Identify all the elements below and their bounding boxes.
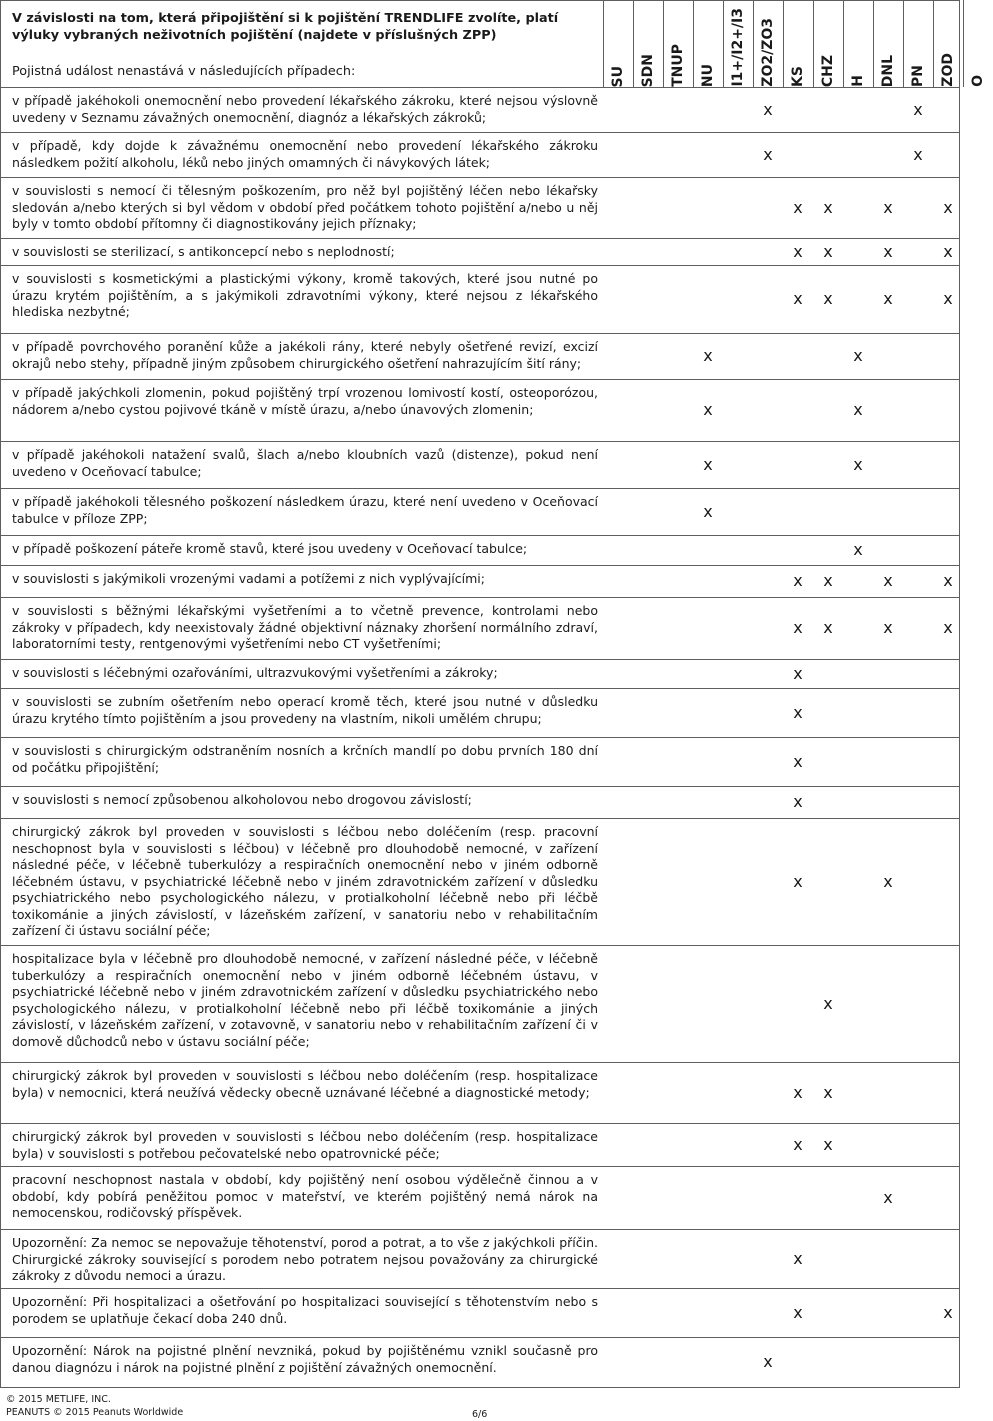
exclusion-mark: x <box>883 289 893 308</box>
row-divider <box>0 1123 960 1124</box>
exclusion-mark: x <box>793 289 803 308</box>
row-divider <box>0 945 960 946</box>
column-header-label: KS <box>790 66 806 87</box>
exclusion-mark: x <box>703 454 713 474</box>
exclusion-mark: x <box>823 1082 833 1102</box>
column-header <box>723 0 753 87</box>
table-row-text: v souvislosti s nemocí či tělesným poškozením, pro něž byl pojištěný léčen nebo lékařsky sledován a/nebo kterých si byl vědom v období před počátkem tohoto pojištění a/nebo u něj byly v tomto období přítomny či diagnostikovány jejich příznaky; <box>12 183 598 231</box>
exclusion-mark: x <box>793 241 803 261</box>
column-header <box>873 0 903 87</box>
row-divider <box>0 659 960 660</box>
column-header <box>843 0 873 87</box>
row-divider <box>0 132 960 133</box>
exclusion-mark: x <box>823 1134 833 1154</box>
column-divider <box>873 0 874 87</box>
column-header <box>633 0 663 87</box>
exclusion-mark: x <box>823 618 833 637</box>
exclusion-mark: x <box>763 99 773 119</box>
copyright-peanuts: PEANUTS © 2015 Peanuts Worldwide <box>6 1407 184 1418</box>
exclusion-mark: x <box>883 571 893 590</box>
column-divider <box>903 0 904 87</box>
exclusion-mark: x <box>853 400 863 419</box>
exclusion-mark: x <box>883 871 893 891</box>
column-header-label: DNL <box>880 54 896 87</box>
column-divider <box>933 0 934 87</box>
column-header-label: I1+/I2+/I3 <box>730 8 746 87</box>
exclusion-mark: x <box>823 289 833 308</box>
exclusion-mark: x <box>793 1134 803 1154</box>
table-row-text: v souvislosti s jakýmikoli vrozenými vadami a potížemi z nich vyplývajícími; <box>12 571 485 586</box>
column-divider <box>963 0 964 87</box>
exclusion-mark: x <box>793 618 803 637</box>
exclusion-mark: x <box>883 618 893 637</box>
column-divider <box>663 0 664 87</box>
row-divider <box>0 87 960 88</box>
table-row-text: v případě povrchového poranění kůže a jakékoli rány, které nebyly ošetřené revizí, excizí okrajů nebo stehy, případně jiným způsobem chirurgického ošetření nahrazujícím šití rány; <box>12 339 598 371</box>
table-row-text: v souvislosti s běžnými lékařskými vyšetřeními a to včetně prevence, kontrolami nebo zákroky v případech, kdy neexistovaly žádné objektivní náznaky zhoršení normálního zdraví, laboratorními testy, rentgenovými vyšetřeními nebo CT vyšetřeními; <box>12 603 598 651</box>
exclusion-mark: x <box>823 571 833 590</box>
row-divider <box>0 1062 960 1063</box>
column-divider <box>753 0 754 87</box>
table-row-text: v souvislosti s léčebnými ozařováními, ultrazvukovými vyšetřeními a zákroky; <box>12 665 498 680</box>
row-divider <box>0 597 960 598</box>
table-row-text: v souvislosti se sterilizací, s antikoncepcí nebo s neplodností; <box>12 244 395 259</box>
row-divider <box>0 379 960 380</box>
table-row-text: hospitalizace byla v léčebně pro dlouhodobě nemocné, v zařízení následné péče, v léčebně tuberkulózy a respiračních onemocnění nebo v jiném odborně léčebném ústavu, v psychiatrické léčebně nebo v jiném zdravotnickém zařízení v důsledku psychiatrického nebo psychologického nálezu, v protialkoholní léčebně nebo při léčbě toxikománie a jiných závislostí, v lázeňském zařízení, v zotavovně, v sanatoriu nebo v rehabilitačním zařízení či v domově důchodců nebo v ústavu sociální péče; <box>12 951 598 1049</box>
row-divider <box>0 1337 960 1338</box>
column-divider <box>603 0 604 87</box>
table-row-text: Upozornění: Při hospitalizaci a ošetřování po hospitalizaci související s těhotenstvím nebo s porodem se uplatňuje čekací doba 240 dnů. <box>12 1294 598 1326</box>
table-row-text: chirurgický zákrok byl proveden v souvislosti s léčbou nebo doléčením (resp. hospitalizace byla) v souvislosti s potřebou pečovatelské nebo opatrovnické péče; <box>12 1129 598 1161</box>
exclusion-mark: x <box>763 1352 773 1371</box>
exclusion-mark: x <box>943 1302 953 1322</box>
exclusion-mark: x <box>913 144 923 164</box>
page-number: 6/6 <box>472 1409 488 1420</box>
table-row-text: v souvislosti s chirurgickým odstraněním nosních a krčních mandlí po dobu prvních 180 dní od počátku připojištění; <box>12 743 598 775</box>
column-header-label: TNUP <box>670 44 686 87</box>
column-divider <box>813 0 814 87</box>
column-header <box>813 0 843 87</box>
column-header-label: H <box>850 75 866 87</box>
exclusion-mark: x <box>853 454 863 474</box>
table-subtitle: Pojistná událost nenastává v následujících případech: <box>12 64 356 79</box>
row-divider <box>0 177 960 178</box>
exclusion-mark: x <box>703 400 713 419</box>
table-row-text: chirurgický zákrok byl proveden v souvislosti s léčbou nebo doléčením (resp. hospitalizace byla) v nemocnici, která neužívá vědecky obecně uznávané léčebné a diagnostické metody; <box>12 1068 598 1100</box>
table-row-text: Upozornění: Za nemoc se nepovažuje těhotenství, porod a potrat, a to vše z jakýchkoli příčin. Chirurgické zákroky související s porodem nebo potratem nejsou považovány za chirurgické zákroky z důvodu nemoci a úrazu. <box>12 1235 598 1283</box>
table-row-text: v případě jakéhokoli tělesného poškození následkem úrazu, které není uvedeno v Oceňovací tabulce v příloze ZPP; <box>12 494 598 526</box>
column-header <box>903 0 933 87</box>
exclusion-mark: x <box>883 241 893 261</box>
exclusion-mark: x <box>943 241 953 261</box>
row-divider <box>0 565 960 566</box>
exclusion-mark: x <box>793 1082 803 1102</box>
table-row-text: v případě poškození páteře kromě stavů, které jsou uvedeny v Oceňovací tabulce; <box>12 541 528 556</box>
exclusion-mark: x <box>793 792 803 811</box>
column-header <box>603 0 633 87</box>
exclusion-mark: x <box>823 993 833 1013</box>
exclusion-mark: x <box>943 618 953 637</box>
column-header <box>663 0 693 87</box>
table-row-text: v případě jakéhokoli natažení svalů, šlach a/nebo kloubních vazů (distenze), pokud není uvedeno v Oceňovací tabulce; <box>12 447 598 479</box>
table-row-text: chirurgický zákrok byl proveden v souvislosti s léčbou nebo doléčením (resp. pracovní neschopnost byla v souvislosti s léčbou) v léčebně pro dlouhodobě nemocné, v zařízení následné péče, v léčebně tuberkulózy a respiračních onemocnění nebo v jiném odborně léčebném ústavu, v psychiatrické léčebně nebo v jiném zdravotnickém zařízení v důsledku psychiatrického nebo psychologického nálezu, v protialkoholní léčebně nebo při léčbě toxikománie a jiných závislostí, v lázeňském zařízení, v sanatoriu nebo v rehabilitačním zařízení či ústavu sociální péče; <box>12 824 598 938</box>
exclusion-mark: x <box>793 751 803 771</box>
table-row-text: v souvislosti se zubním ošetřením nebo operací kromě těch, které jsou nutné v důsledku úrazu krytého tímto pojištěním a jsou provedeny na vlastním, nikoli umělém chrupu; <box>12 694 598 726</box>
row-divider <box>0 1288 960 1289</box>
exclusion-mark: x <box>793 871 803 891</box>
table-border-left <box>0 0 1 1387</box>
exclusion-mark: x <box>793 1302 803 1322</box>
row-divider <box>0 818 960 819</box>
row-divider <box>0 786 960 787</box>
table-row-text: v souvislosti s kosmetickými a plastickými výkony, kromě takových, které jsou nutné po úrazu krytém pojištěním, a s jakýmikoli zdravotními výkony, které nejsou z lékařského hlediska nezbytné; <box>12 271 598 319</box>
exclusion-mark: x <box>793 663 803 683</box>
row-divider <box>0 238 960 239</box>
exclusion-mark: x <box>793 702 803 722</box>
table-title: V závislosti na tom, která připojištění si k pojištění TRENDLIFE zvolíte, platí výluky vybraných neživotních pojištění (najdete v příslušných ZPP) <box>12 11 559 43</box>
column-header <box>783 0 813 87</box>
column-divider <box>843 0 844 87</box>
exclusion-mark: x <box>793 1248 803 1268</box>
column-divider <box>693 0 694 87</box>
column-header-label: SU <box>610 65 626 87</box>
row-divider <box>0 333 960 334</box>
table-row-text: Upozornění: Nárok na pojistné plnění nevzniká, pokud by pojištěnému vznikl současně pro danou diagnózu i nárok na pojistné plnění z pojištění závažných onemocnění. <box>12 1343 598 1375</box>
column-header-label: NU <box>700 63 716 87</box>
column-header-label: O <box>970 75 986 87</box>
column-divider <box>783 0 784 87</box>
row-divider <box>0 535 960 536</box>
table-row-text: pracovní neschopnost nastala v období, kdy pojištěný není osobou výdělečně činnou a v období, kdy pobírá peněžitou pomoc v mateřství, ve kterém pojištěný nemá nárok na nemocenskou, rodičovský příspěvek. <box>12 1172 598 1220</box>
column-header-label: CHZ <box>820 54 836 87</box>
exclusion-mark: x <box>763 144 773 164</box>
column-divider <box>633 0 634 87</box>
row-divider <box>0 1387 960 1388</box>
exclusion-mark: x <box>943 571 953 590</box>
row-divider <box>0 1166 960 1167</box>
exclusion-mark: x <box>703 346 713 365</box>
column-divider <box>723 0 724 87</box>
row-divider <box>0 488 960 489</box>
exclusion-mark: x <box>853 346 863 365</box>
exclusion-mark: x <box>883 1187 893 1207</box>
exclusion-mark: x <box>943 197 953 217</box>
exclusion-mark: x <box>703 501 713 521</box>
column-header-label: PN <box>910 65 926 87</box>
exclusion-mark: x <box>793 571 803 590</box>
column-header-label: ZO2/ZO3 <box>760 18 776 87</box>
exclusion-mark: x <box>793 197 803 217</box>
exclusion-mark: x <box>853 540 863 559</box>
table-row-text: v případě jakéhokoli onemocnění nebo provedení lékařského zákroku, které nejsou výslovně uvedeny v Seznamu závažných onemocnění, diagnóz a lékařských zákroků; <box>12 93 598 125</box>
column-header <box>963 0 993 87</box>
column-header-label: ZOD <box>940 53 956 87</box>
exclusion-mark: x <box>913 99 923 119</box>
table-border-top <box>0 0 960 1</box>
table-row-text: v souvislosti s nemocí způsobenou alkoholovou nebo drogovou závislostí; <box>12 792 472 807</box>
row-divider <box>0 265 960 266</box>
exclusion-mark: x <box>823 241 833 261</box>
column-header-label: SDN <box>640 53 656 87</box>
row-divider <box>0 737 960 738</box>
column-header <box>693 0 723 87</box>
row-divider <box>0 441 960 442</box>
copyright-metlife: © 2015 METLIFE, INC. <box>6 1394 111 1405</box>
exclusion-mark: x <box>943 289 953 308</box>
table-row-text: v případě jakýchkoli zlomenin, pokud pojištěný trpí vrozenou lomivostí kostí, osteoporózou, nádorem a/nebo cystou pojivové tkáně v místě úrazu, a/nebo únavových zlomenin; <box>12 385 598 417</box>
column-header <box>753 0 783 87</box>
exclusion-mark: x <box>883 197 893 217</box>
table-row-text: v případě, kdy dojde k závažnému onemocnění nebo provedení lékařského zákroku následkem požití alkoholu, léků nebo jiných omamných či návykových látek; <box>12 138 598 170</box>
row-divider <box>0 688 960 689</box>
row-divider <box>0 1229 960 1230</box>
exclusion-mark: x <box>823 197 833 217</box>
